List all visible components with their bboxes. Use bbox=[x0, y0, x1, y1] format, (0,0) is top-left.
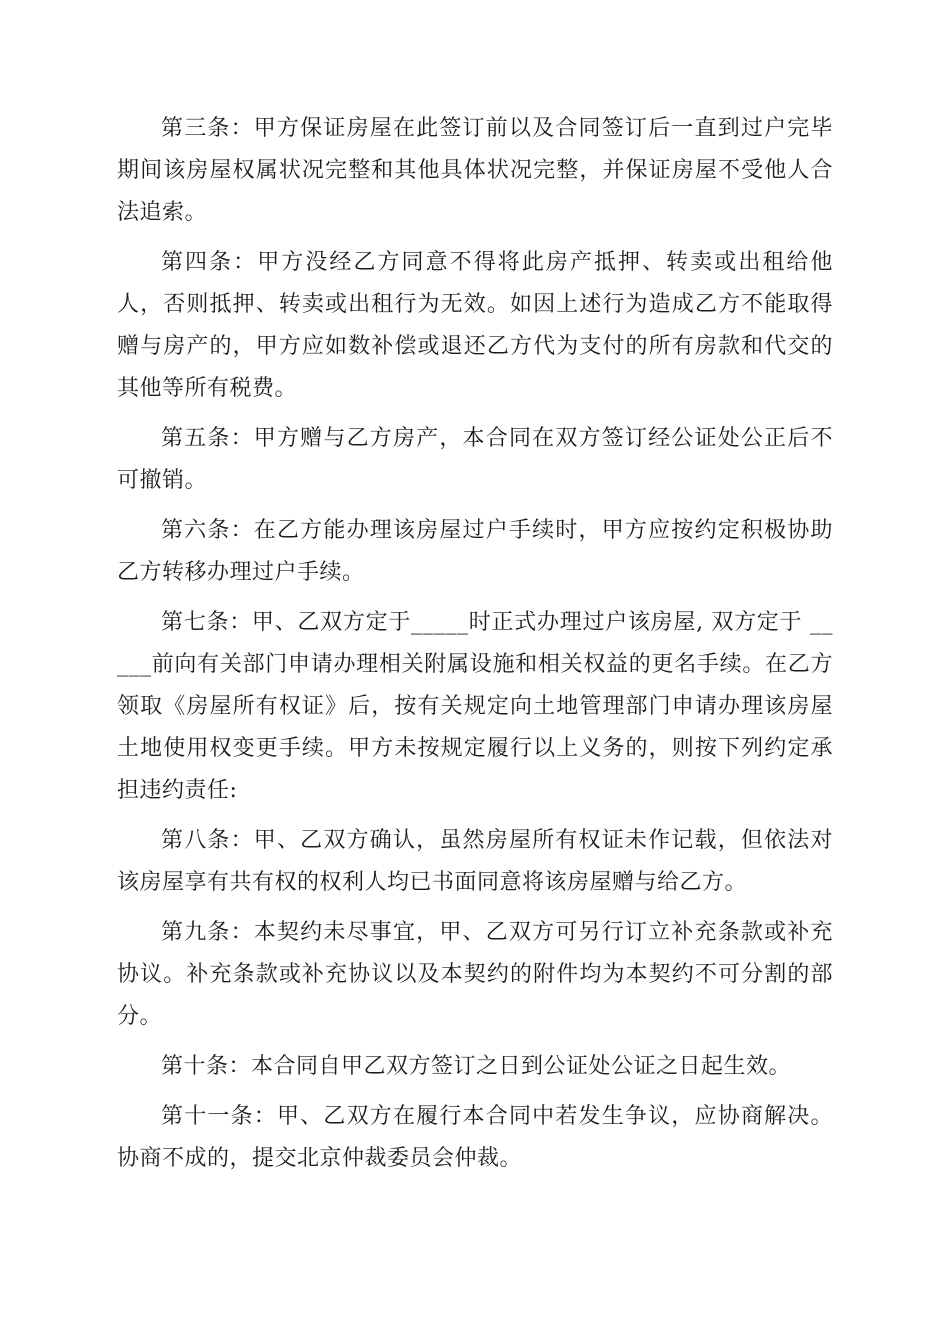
article-11: 第十一条：甲、乙双方在履行本合同中若发生争议，应协商解决。协商不成的，提交北京仲裁委员会仲裁。 bbox=[117, 1104, 833, 1171]
document-body bbox=[117, 108, 833, 1188]
article-6: 第六条：在乙方能办理该房屋过户手续时，甲方应按约定积极协助乙方转移办理过户手续。 bbox=[117, 518, 833, 585]
article-5: 第五条：甲方赠与乙方房产，本合同在双方签订经公证处公正后不可撤销。 bbox=[117, 426, 833, 493]
article-10: 第十条：本合同自甲乙双方签订之日到公证处公证之日起生效。 bbox=[161, 1054, 792, 1079]
article-8: 第八条：甲、乙双方确认，虽然房屋所有权证未作记载，但依法对该房屋享有共有权的权利人均已书面同意将该房屋赠与给乙方。 bbox=[117, 828, 833, 895]
article-7: 第七条：甲、乙双方定于_____时正式办理过户该房屋, 双方定于 _____前向有关部门申请办理相关附属设施和相关权益的更名手续。在乙方领取《房屋所有权证》后，按有关规定向土地管理部门申请办理该房屋土地使用权变更手续。甲方未按规定履行以上义务的，则按下列约定承担违约责任: bbox=[117, 610, 833, 803]
article-9: 第九条：本契约未尽事宜，甲、乙双方可另行订立补充条款或补充协议。补充条款或补充协议以及本契约的附件均为本契约不可分割的部分。 bbox=[117, 920, 833, 1029]
article-4: 第四条：甲方没经乙方同意不得将此房产抵押、转卖或出租给他人，否则抵押、转卖或出租行为无效。如因上述行为造成乙方不能取得赠与房产的，甲方应如数补偿或退还乙方代为支付的所有房款和代交的其他等所有税费。 bbox=[117, 250, 833, 401]
article-3: 第三条：甲方保证房屋在此签订前以及合同签订后一直到过户完毕期间该房屋权属状况完整和其他具体状况完整，并保证房屋不受他人合法追索。 bbox=[117, 116, 833, 225]
